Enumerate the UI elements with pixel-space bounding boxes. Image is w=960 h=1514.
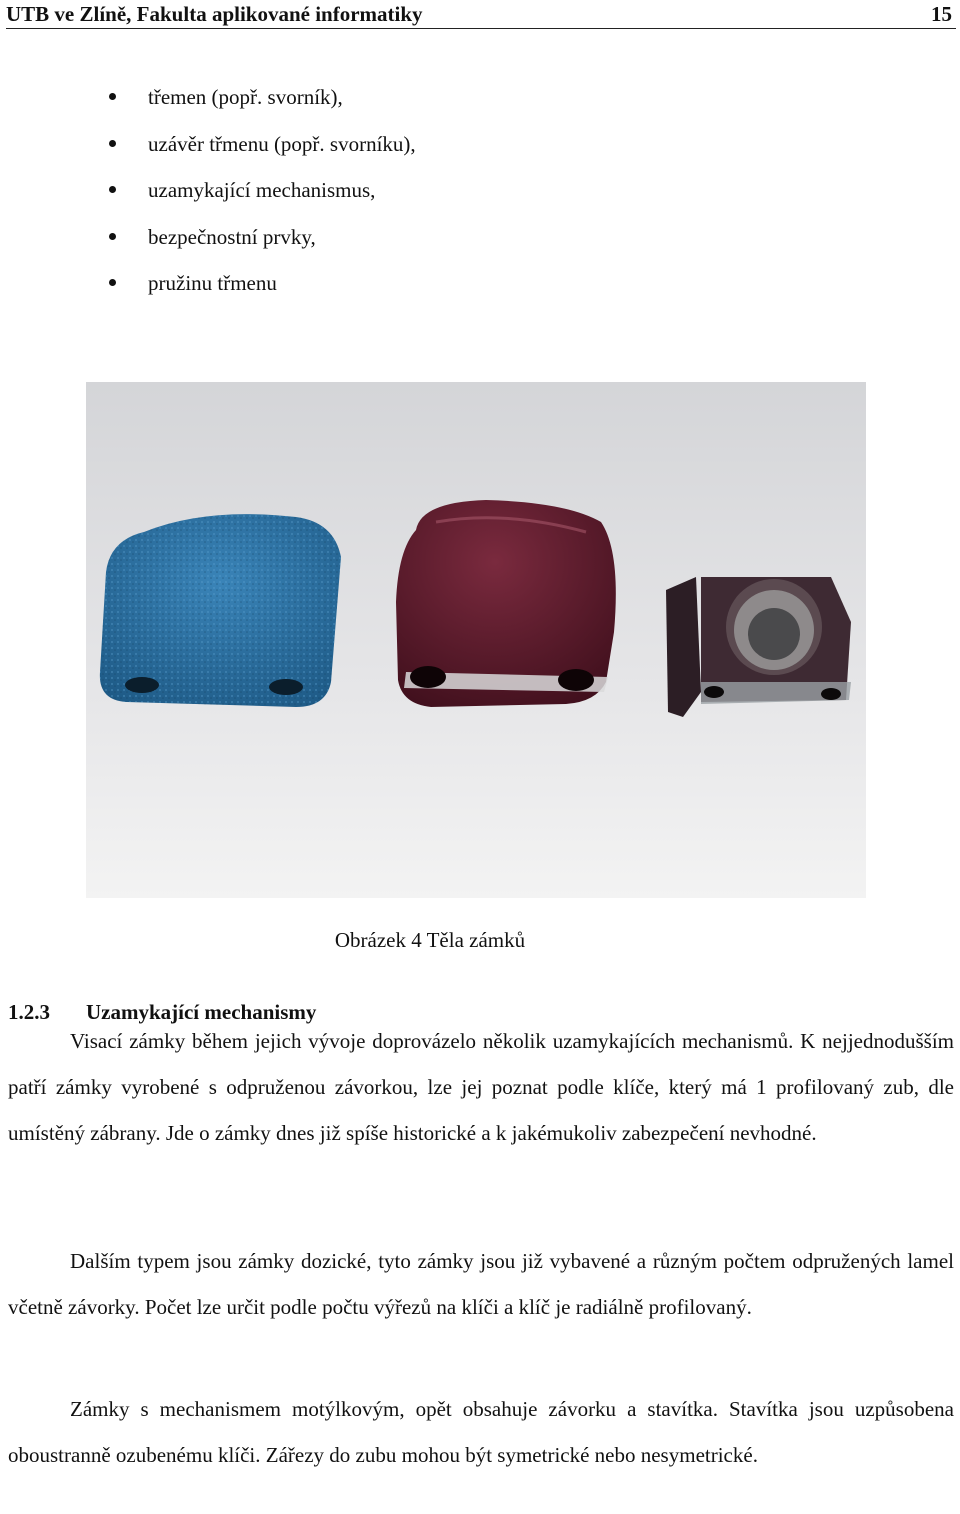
blue-lock-body bbox=[100, 514, 341, 707]
page-number: 15 bbox=[931, 2, 952, 26]
dark-lock-body bbox=[666, 577, 851, 717]
list-item: uzamykající mechanismus, bbox=[106, 171, 416, 218]
section-number: 1.2.3 bbox=[8, 1000, 50, 1024]
bullet-icon bbox=[109, 233, 116, 240]
list-item: třemen (popř. svorník), bbox=[106, 78, 416, 125]
maroon-lock-body bbox=[396, 500, 616, 707]
bullet-icon bbox=[109, 279, 116, 286]
figure-caption: Obrázek 4 Těla zámků bbox=[334, 928, 526, 952]
lock-bodies-photo bbox=[86, 382, 866, 898]
list-item: pružinu třmenu bbox=[106, 264, 416, 311]
list-item: uzávěr třmenu (popř. svorníku), bbox=[106, 125, 416, 172]
list-item: bezpečnostní prvky, bbox=[106, 218, 416, 265]
component-list bbox=[106, 78, 416, 311]
paragraph: Zámky s mechanismem motýlkovým, opět obsahuje závorku a stavítka. Stavítka jsou uzpůsobena oboustranně ozubenému klíči. Zářezy do zubu mohou být symetrické nebo nesymetrické. bbox=[8, 1397, 954, 1467]
bullet-icon bbox=[109, 186, 116, 193]
header-title: UTB ve Zlíně, Fakulta aplikované informatiky bbox=[6, 2, 423, 26]
paragraph: Visací zámky během jejich vývoje doprovázelo několik uzamykajících mechanismů. K nejjednodušším patří zámky vyrobené s odpruženou závorkou, lze jej poznat podle klíče, který má 1 profilovaný zub, dle umístěný zábrany. Jde o zámky dnes již spíše historické a k jakémukoliv zabezpečení nevhodné. bbox=[8, 1029, 954, 1145]
page-header bbox=[6, 0, 956, 29]
section-title: Uzamykající mechanismy bbox=[86, 1000, 317, 1024]
paragraph: Dalším typem jsou zámky dozické, tyto zámky jsou již vybavené a různým počtem odpružených lamel včetně závorky. Počet lze určit podle počtu výřezů na klíči a klíč je radiálně profilovaný. bbox=[8, 1249, 954, 1319]
bullet-icon bbox=[109, 140, 116, 147]
bullet-icon bbox=[109, 93, 116, 100]
